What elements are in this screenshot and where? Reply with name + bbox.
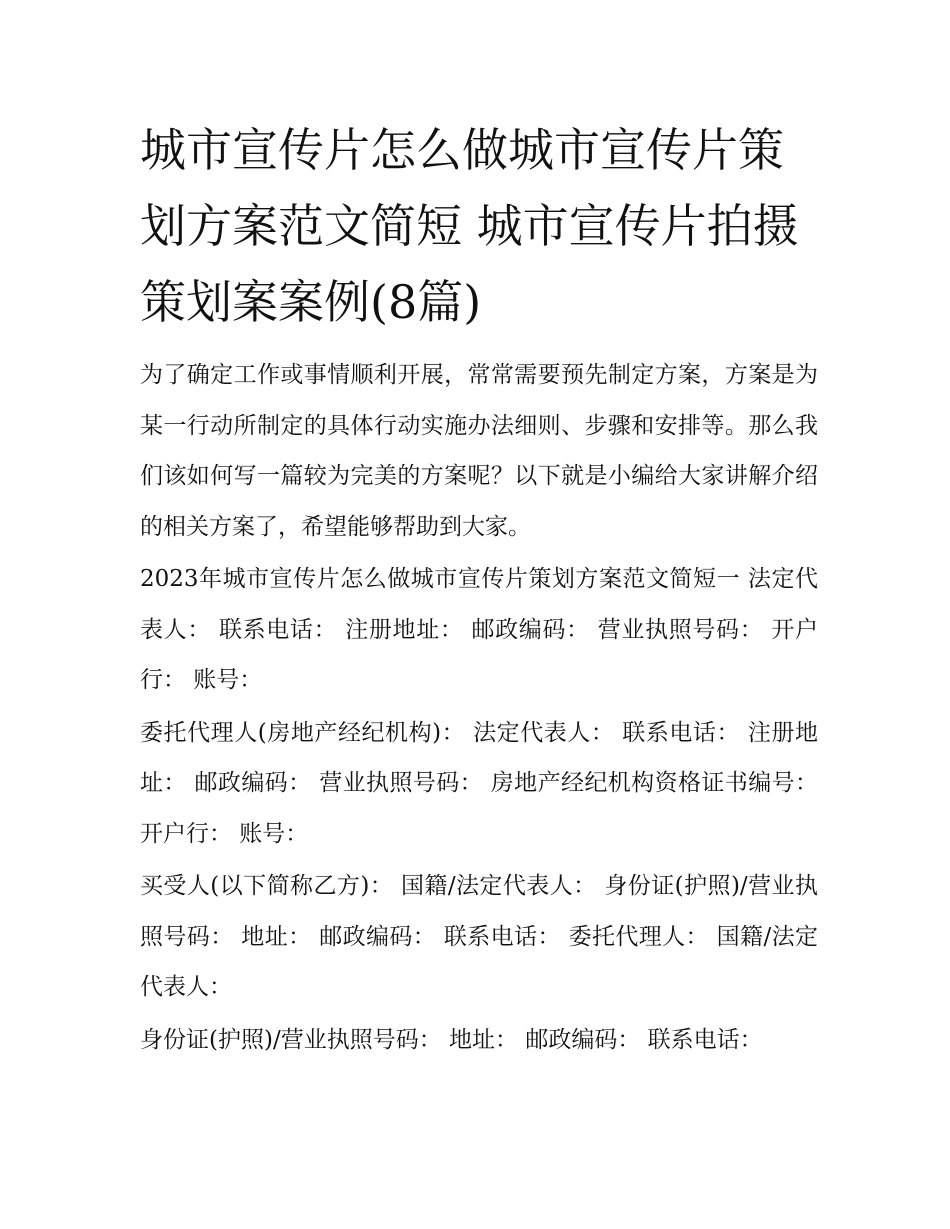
buyer-paragraph: 买受人(以下简称乙方)： 国籍/法定代表人： 身份证(护照)/营业执照号码： 地址： 邮政编码： 联系电话： 委托代理人： 国籍/法定代表人： <box>140 873 818 1000</box>
agent-paragraph: 委托代理人(房地产经纪机构)： 法定代表人： 联系电话： 注册地址： 邮政编码： 营业执照号码： 房地产经纪机构资格证书编号： 开户行： 账号： <box>140 719 818 847</box>
buyer-id-paragraph: 身份证(护照)/营业执照号码： 地址： 邮政编码： 联系电话： <box>140 1026 763 1053</box>
document-title: 城市宣传片怎么做城市宣传片策划方案范文简短 城市宣传片拍摄策划案案例(8篇) <box>140 123 799 329</box>
party-a-paragraph: 2023年城市宣传片怎么做城市宣传片策划方案范文简短一 法定代表人： 联系电话： 注册地址： 邮政编码： 营业执照号码： 开户行： 账号： <box>140 566 818 693</box>
intro-paragraph: 为了确定工作或事情顺利开展，常常需要预先制定方案，方案是为某一行动所制定的具体行动实施办法细则、步骤和安排等。那么我们该如何写一篇较为完美的方案呢？以下就是小编给大家讲解介绍的相关方案了，希望能够帮助到大家。 <box>140 362 818 540</box>
document-content <box>140 112 818 1067</box>
